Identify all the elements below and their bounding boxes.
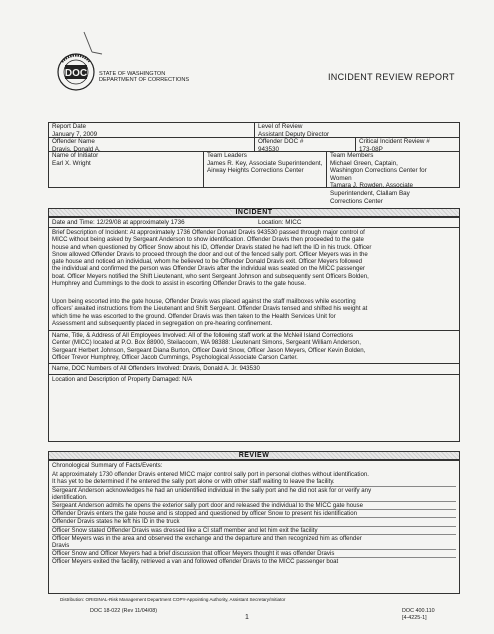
critical-review-number: 173-08P [359, 145, 383, 153]
employees-line: Officer Trevor Humphrey, Officer Jacob Cummings, Psychological Associate Carson Carter. [52, 353, 298, 361]
form-code-right: [4-4225-1] [402, 614, 427, 621]
event-item [52, 502, 456, 510]
offenders-involved: Name, DOC Numbers of All Offenders Involved: Dravis, Donald A. Jr. 943530 [52, 365, 260, 372]
event-line: Dravis [52, 542, 70, 550]
offender-name: Dravis, Donald A. [52, 145, 101, 153]
form-number-right: DOC 400.110 [402, 608, 435, 614]
incident-location: Location: MICC [258, 219, 302, 226]
incident-section-title: INCIDENT [232, 209, 275, 216]
initiator-label: Name of Initiator [52, 152, 99, 159]
chronological-summary [52, 462, 456, 566]
team-members-label: Team Members [330, 152, 374, 159]
brief-line: which time he was escorted to the ground. Offender Dravis was then taken to the Health Services Unit for [52, 312, 336, 320]
event-line: At approximately 1730 offender Dravis entered MICC major control sally port in personal clothes without identification. [52, 471, 369, 479]
brief-line: boat. Officer Meyers notified the Shift Lieutenant, who sent Sergeant Johnson and subsequently sent Officers Bolden, [52, 272, 369, 280]
chrono-title: Chronological Summary of Facts/Events: [52, 462, 163, 469]
event-item [52, 471, 456, 486]
brief-line: Humphrey and Cummings to the dock to assist in escorting Offender Dravis to the gate house. [52, 280, 306, 288]
team-member-line: Michael Green, Captain, [330, 159, 398, 167]
event-line: Sergeant Anderson acknowledges he had an unidentified individual in the sally port and he did not ask for or verify any [52, 486, 372, 494]
team-member-line: Washington Corrections Center for [330, 167, 427, 175]
offender-doc: 943530 [258, 145, 280, 153]
review-section-header [48, 451, 460, 460]
brief-line: Brief Description of Incident: At approximately 1736 Offender Donald Dravis 943530 passed through major control of [52, 229, 365, 236]
brief-line: Snow allowed Offender Dravis to proceed through the door and out of the fenced sally port. Officer Meyers was in the [52, 250, 368, 258]
event-line: Offender Dravis enters the gate house and is stopped and questioned by officer Snow to present his identification [52, 510, 357, 518]
report-title: INCIDENT REVIEW REPORT [328, 72, 455, 82]
employees-line: Center (MICC) located at P.O. Box 88900, Steilacoom, WA 98388: Lieutenant Simons, Sergeant William Anderson, [52, 339, 361, 347]
brief-line: the individual and confirmed the person was Offender Dravis after the individual was seated on the MICC passenger [52, 265, 365, 273]
event-item [52, 558, 456, 565]
event-item [52, 487, 456, 502]
report-date-label: Report Date [52, 123, 86, 130]
event-line: Officer Meyers exited the facility, retrieved a van and followed offender Dravis to the MICC passenger boat [52, 558, 339, 566]
svg-text:DOC: DOC [64, 68, 88, 79]
event-line: identification. [52, 493, 88, 501]
review-section-title: REVIEW [236, 452, 273, 459]
event-item [52, 510, 456, 518]
event-item [52, 535, 456, 550]
event-line: It has yet to be determined if he entered the sally port alone or with other staff waiting to leave the facility. [52, 478, 335, 486]
team-leader-line: Airway Heights Corrections Center [207, 167, 304, 175]
form-number-left: DOC 18-022 (Rev 11/04/08) [90, 608, 158, 614]
team-member-line: Superintendent, Clallam Bay [330, 189, 410, 197]
employees-line: Name, Title, & Address of All Employees Involved: All of the following staff work at the McNeil Island Corrections [52, 332, 353, 339]
event-item [52, 518, 456, 526]
event-item [52, 527, 456, 535]
team-leaders-label: Team Leaders [207, 152, 247, 159]
event-line: Officer Meyers was in the area and observed the exchange and the departure and then recognized him as offender [52, 534, 362, 542]
brief-line: officers' awaited instructions from the Lieutenant and Shift Sergeant. Offender Dravis tensed and shifted his weight at [52, 305, 368, 313]
brief-line: Upon being escorted into the gate house, Offender Dravis was placed against the staff mailboxes while escorting [52, 298, 356, 305]
level-of-review: Assistant Deputy Director [258, 130, 330, 138]
event-line: Offender Dravis states he left his ID in the truck [52, 518, 180, 526]
brief-line: Assessment and subsequently placed in segregation on pre-hearing confinement. [52, 319, 273, 327]
incident-section-header [48, 208, 460, 217]
incident-datetime: Date and Time: 12/29/08 at approximately 1736 [52, 219, 185, 226]
initiator-name: Earl X. Wright [52, 159, 91, 167]
incident-brief-description [52, 229, 456, 287]
report-date: January 7, 2009 [52, 130, 98, 138]
event-line: Officer Snow stated Offender Dravis was dressed like a CI staff member and let him exit the facility [52, 526, 318, 534]
event-line: Sergeant Anderson admits he opens the exterior sally port door and released the individual to the MICC gate house [52, 502, 363, 510]
critical-review-label: Critical Incident Review # [359, 138, 430, 145]
employees-involved [52, 332, 456, 361]
property-damaged: Location and Description of Property Damaged: N/A [52, 376, 193, 383]
incident-brief-continued [52, 298, 456, 327]
team-member-line: Tamara J. Rowden, Associate [330, 182, 413, 190]
offender-name-label: Offender Name [52, 138, 95, 145]
brief-line: gate house and noticed an individual, whom he believed to be Offender Donald Dravis exit. Officer Meyers followed [52, 258, 363, 266]
page-number: 1 [245, 614, 249, 621]
agency-name-line1: STATE OF WASHINGTON [99, 71, 166, 77]
event-item [52, 550, 456, 558]
agency-name-line2: DEPARTMENT OF CORRECTIONS [99, 77, 190, 84]
offender-doc-label: Offender DOC # [258, 138, 304, 145]
brief-line: house and when questioned by Officer Snow about his ID, Offender Dravis stated he had left the ID in his truck. Officer [52, 243, 372, 251]
brief-line: MICC without being asked by Sergeant Anderson to show identification. Offender Dravis then proceeded to the gate [52, 236, 364, 244]
employees-line: Sergeant Herbert Johnson, Sergeant Diana Burton, Officer David Snow, Officer Jason Meyers, Officer Kevin Bolden, [52, 346, 366, 354]
team-member-line: Women [330, 174, 352, 182]
team-member-line: Corrections Center [330, 197, 383, 205]
team-leader-line: James R. Key, Associate Superintendent, [207, 159, 323, 167]
doc-seal-logo [56, 52, 96, 92]
distribution-line: Distribution: ORIGINAL-Risk Management Department COPY-Appointing Authority, Assistant Secretary/Initiator [60, 597, 286, 602]
event-line: Officer Snow and Officer Meyers had a brief discussion that officer Meyers thought it was offender Dravis [52, 550, 335, 558]
level-of-review-label: Level of Review [258, 123, 303, 130]
